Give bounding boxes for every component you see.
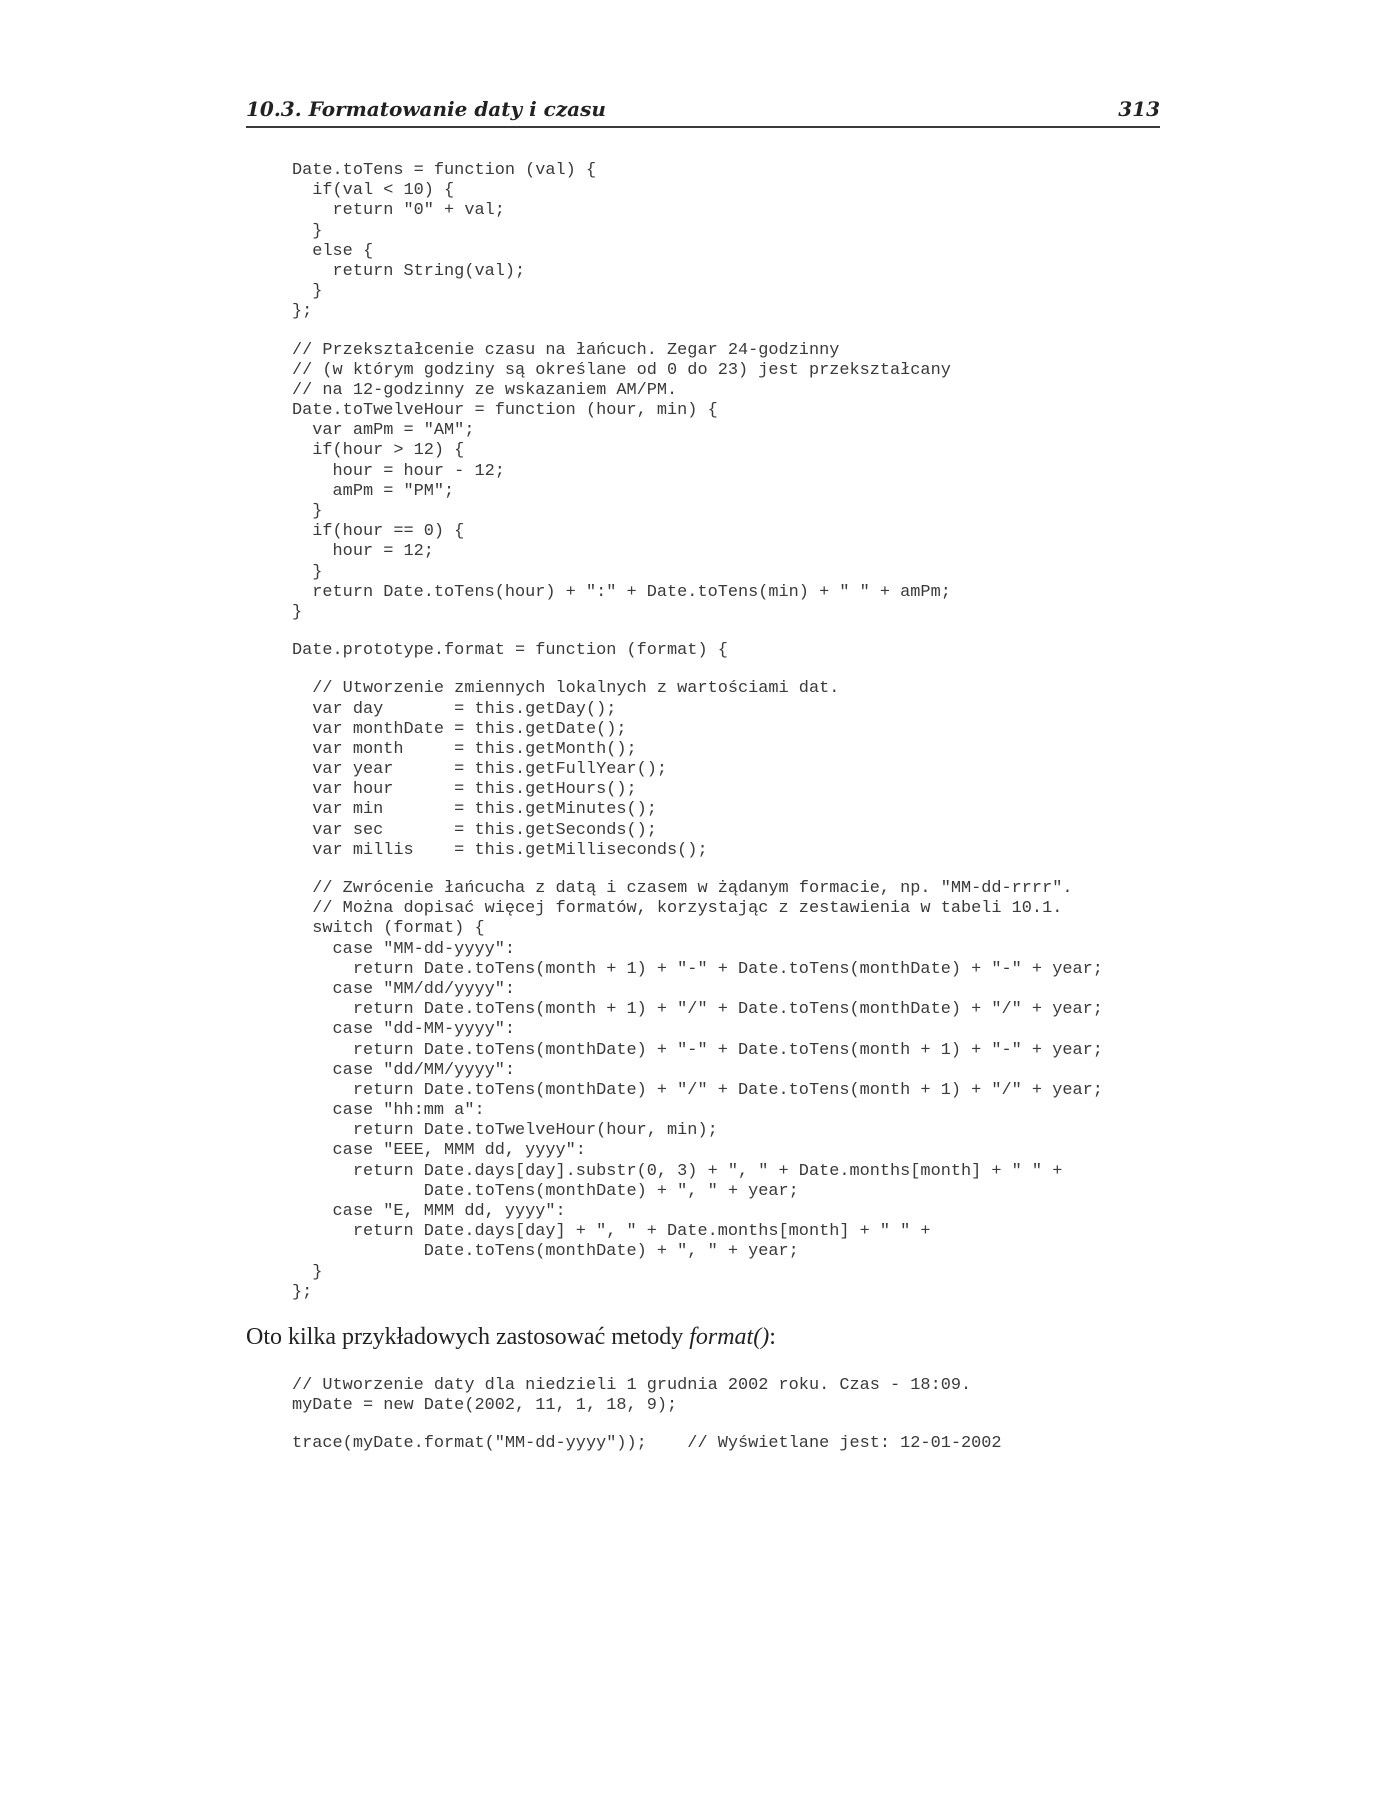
code-line: if(hour > 12) { [292,441,465,461]
paragraph-text: Oto kilka przykładowych zastosować metody [246,1324,690,1350]
code-line: var sec = this.getSeconds(); [292,820,657,840]
code-line: // Przekształcenie czasu na łańcuch. Zegar 24-godzinny [292,340,840,360]
code-line: case "MM-dd-yyyy": [292,939,515,959]
code-listing-date-format [292,161,1103,1303]
code-line: var year = this.getFullYear(); [292,760,668,780]
code-line: case "dd-MM-yyyy": [292,1020,515,1040]
code-line: var hour = this.getHours(); [292,780,637,800]
code-line: var millis = this.getMilliseconds(); [292,840,708,860]
code-line: } [292,502,323,521]
code-blank-line [292,861,1103,879]
code-line: return Date.days[day] + ", " + Date.months[month] + " " + [292,1222,931,1242]
code-line: var monthDate = this.getDate(); [292,719,627,739]
paragraph-text-end: : [769,1324,776,1350]
code-line: return Date.toTens(hour) + ":" + Date.toTens(min) + " " + amPm; [292,582,951,602]
code-line: // Utworzenie daty dla niedzieli 1 grudnia 2002 roku. Czas - 18:09. [292,1376,972,1395]
body-paragraph [246,1322,776,1352]
code-line: case "MM/dd/yyyy": [292,979,515,999]
code-line: var day = this.getDay(); [292,699,617,719]
code-blank-line [292,323,1103,341]
code-line: return "0" + val; [292,201,505,221]
code-line: } [292,602,303,622]
code-line: } [292,221,323,241]
code-line: } [292,1262,323,1282]
code-line: return Date.toTens(monthDate) + "-" + Date.toTens(month + 1) + "-" + year; [292,1040,1103,1060]
code-line: myDate = new Date(2002, 11, 1, 18, 9); [292,1396,678,1416]
code-line: return Date.toTwelveHour(hour, min); [292,1121,718,1141]
code-line: return String(val); [292,261,526,281]
code-line: amPm = "PM"; [292,481,455,501]
code-line: return Date.toTens(month + 1) + "-" + Date.toTens(monthDate) + "-" + year; [292,959,1103,979]
code-line: case "EEE, MMM dd, yyyy": [292,1141,586,1161]
code-line: Date.toTens = function (val) { [292,161,597,180]
code-line: Date.toTens(monthDate) + ", " + year; [292,1242,799,1262]
code-line: hour = hour - 12; [292,461,505,481]
code-line: // Można dopisać więcej formatów, korzystając z zestawienia w tabeli 10.1. [292,899,1063,919]
code-line: if(val < 10) { [292,181,455,201]
code-blank-line [292,623,1103,641]
code-line: return Date.toTens(month + 1) + "/" + Date.toTens(monthDate) + "/" + year; [292,1000,1103,1020]
code-line: hour = 12; [292,542,434,562]
code-line: trace(myDate.format("MM-dd-yyyy")); // Wyświetlane jest: 12-01-2002 [292,1434,1002,1454]
code-line: // Utworzenie zmiennych lokalnych z wartościami dat. [292,679,840,699]
code-line: } [292,562,323,582]
code-line: Date.prototype.format = function (format) { [292,641,728,661]
code-line: else { [292,241,374,261]
running-header [246,96,1160,128]
code-line: var min = this.getMinutes(); [292,800,657,820]
code-line: // na 12-godzinny ze wskazaniem AM/PM. [292,380,678,400]
code-line: var month = this.getMonth(); [292,739,637,759]
code-line: }; [292,1282,313,1302]
code-line: case "dd/MM/yyyy": [292,1060,515,1080]
page-number: 313 [1118,97,1160,121]
code-line: // Zwrócenie łańcucha z datą i czasem w żądanym formacie, np. "MM-dd-rrrr". [292,879,1073,898]
code-listing-examples [292,1376,1002,1455]
code-line: Date.toTwelveHour = function (hour, min) { [292,401,718,421]
section-title: 10.3. Formatowanie daty i czasu [246,97,606,121]
code-line: // (w którym godziny są określane od 0 do 23) jest przekształcany [292,360,951,380]
code-line: Date.toTens(monthDate) + ", " + year; [292,1181,799,1201]
method-name-emphasis: format() [689,1324,770,1350]
code-line: switch (format) { [292,919,485,939]
code-line: return Date.days[day].substr(0, 3) + ", " + Date.months[month] + " " + [292,1161,1063,1181]
code-line: case "E, MMM dd, yyyy": [292,1202,566,1221]
code-line: } [292,282,323,302]
code-line: var amPm = "AM"; [292,421,475,441]
code-line: }; [292,302,313,322]
code-line: return Date.toTens(monthDate) + "/" + Date.toTens(month + 1) + "/" + year; [292,1080,1103,1100]
code-blank-line [292,1416,1002,1434]
code-line: case "hh:mm a": [292,1101,485,1121]
code-line: if(hour == 0) { [292,522,465,542]
code-blank-line [292,661,1103,679]
